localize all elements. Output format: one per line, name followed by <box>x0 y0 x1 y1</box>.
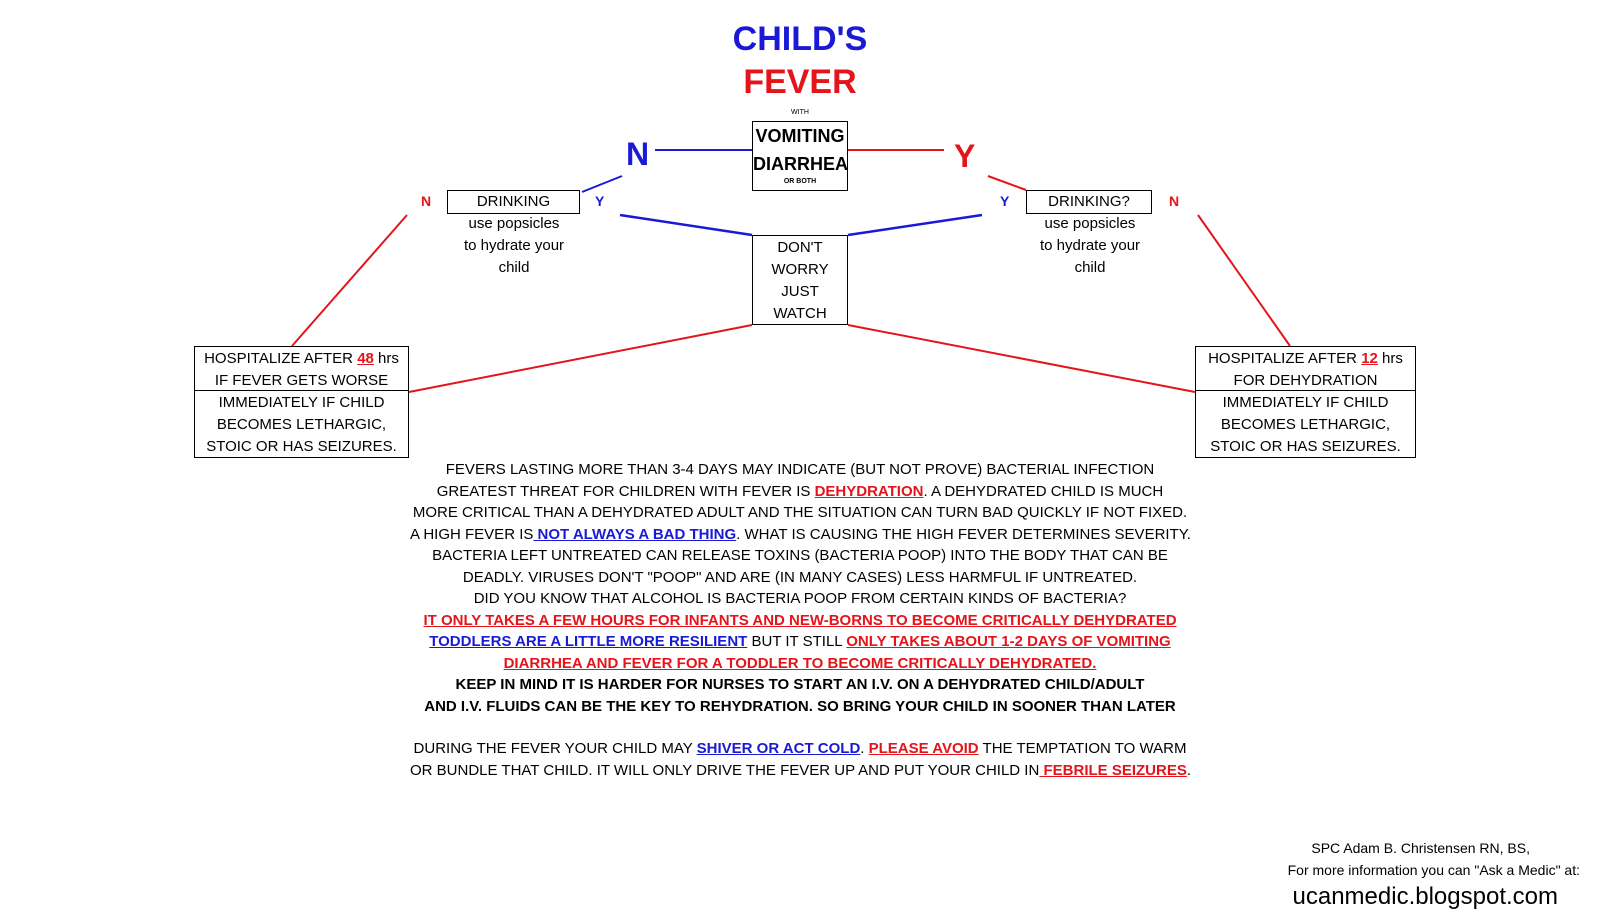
info-line-4-a: A HIGH FEVER IS <box>410 525 534 543</box>
right-drinking-no-label: N <box>1169 193 1180 209</box>
more-info-text: For more information you can "Ask a Medic" at: <box>1287 862 1580 878</box>
title-with-label: WITH <box>791 109 809 116</box>
info-line-14-a: OR BUNDLE THAT CHILD. IT WILL ONLY DRIVE THE FEVER UP AND PUT YOUR CHILD IN <box>410 761 1040 779</box>
footer <box>1160 837 1580 913</box>
left-popsicle-hint <box>434 213 594 279</box>
info-line-13-e: THE TEMPTATION TO WARM <box>978 740 1187 757</box>
left-hospitalize-box <box>194 346 409 458</box>
info-line-7: DID YOU KNOW THAT ALCOHOL IS BACTERIA POOP FROM CERTAIN KINDS OF BACTERIA? <box>473 590 1127 607</box>
right-hosp-suffix: hrs <box>1377 350 1403 367</box>
vomiting-days-highlight: ONLY TAKES ABOUT 1-2 DAYS OF VOMITING <box>846 633 1171 650</box>
info-paragraph <box>410 459 1190 781</box>
center-or-both: OR BOTH <box>783 178 817 185</box>
info-line-1: FEVERS LASTING MORE THAN 3-4 DAYS MAY INDICATE (BUT NOT PROVE) BACTERIAL INFECTION <box>445 461 1155 478</box>
right-hospitalize-after-line <box>1196 348 1415 370</box>
febrile-seizures-highlight: FEBRILE SEIZURES <box>1039 761 1187 779</box>
dehydration-highlight: DEHYDRATION <box>814 482 924 500</box>
info-line-4 <box>410 524 1190 546</box>
left-hosp-suffix: hrs <box>373 350 399 367</box>
info-spacer <box>410 717 1190 738</box>
info-line-2-a: GREATEST THREAT FOR CHILDREN WITH FEVER IS <box>436 482 815 500</box>
info-line-3: MORE CRITICAL THAN A DEHYDRATED ADULT AND THE SITUATION CAN TURN BAD QUICKLY IF NOT FIXED. <box>412 504 1188 521</box>
left-immediate-line-3: STOIC OR HAS SEIZURES. <box>206 437 397 455</box>
info-line-10: DIARRHEA AND FEVER FOR A TODDLER TO BECOME CRITICALLY DEHYDRATED. <box>503 654 1097 672</box>
left-hint-line-3: child <box>498 259 530 276</box>
toddlers-resilient-highlight: TODDLERS ARE A LITTLE MORE RESILIENT <box>429 633 748 650</box>
info-line-13-c: . <box>860 740 869 757</box>
dont-worry-line-4: WATCH <box>773 305 827 322</box>
not-always-bad-highlight: NOT ALWAYS A BAD THING <box>533 525 737 543</box>
author-credit: SPC Adam B. Christensen RN, BS, <box>1311 840 1530 856</box>
info-line-8: IT ONLY TAKES A FEW HOURS FOR INFANTS AND NEW-BORNS TO BECOME CRITICALLY DEHYDRATED <box>423 611 1177 629</box>
left-immediately-box <box>194 390 409 458</box>
info-line-13-a: DURING THE FEVER YOUR CHILD MAY <box>413 740 697 757</box>
left-no-to-hospital-line <box>292 215 407 346</box>
right-hint-line-1: use popsicles <box>1044 215 1136 232</box>
info-line-2 <box>410 481 1190 503</box>
left-hosp-condition: IF FEVER GETS WORSE <box>214 372 389 389</box>
watch-to-right-hospital-line <box>848 325 1195 392</box>
left-immediate-line-2: BECOMES LETHARGIC, <box>216 415 387 433</box>
title-line-2: FEVER <box>743 63 857 101</box>
left-hint-line-2: to hydrate your <box>463 237 565 254</box>
dont-worry-line-3: JUST <box>781 283 819 300</box>
center-line-1: VOMITING <box>755 126 845 146</box>
vomiting-diarrhea-box <box>752 121 848 191</box>
right-hospitalize-box <box>1195 346 1416 458</box>
left-hospitalize-top <box>194 346 409 391</box>
watch-to-left-hospital-line <box>409 325 752 392</box>
right-immediately-box <box>1195 390 1416 458</box>
left-drinking-yes-label: Y <box>595 193 605 209</box>
left-yes-to-watch-line <box>620 215 752 235</box>
please-avoid-highlight: PLEASE AVOID <box>868 740 979 757</box>
right-drinking-yes-label: Y <box>1000 193 1010 209</box>
info-line-9 <box>410 631 1190 653</box>
right-hint-line-3: child <box>1074 259 1106 276</box>
info-line-4-c: . WHAT IS CAUSING THE HIGH FEVER DETERMINES SEVERITY. <box>736 525 1191 543</box>
info-line-13 <box>410 738 1190 760</box>
title-line-1: CHILD'S <box>732 20 868 58</box>
dont-worry-box <box>752 235 848 325</box>
left-hosp-hours: 48 <box>357 350 374 367</box>
left-hint-line-1: use popsicles <box>468 215 560 232</box>
right-yes-to-watch-line <box>848 215 982 235</box>
right-hospitalize-top <box>1195 346 1416 391</box>
center-line-2: DIARRHEA <box>753 154 849 174</box>
right-immediate-line-3: STOIC OR HAS SEIZURES. <box>1210 437 1401 455</box>
info-line-6: DEADLY. VIRUSES DON'T "POOP" AND ARE (IN MANY CASES) LESS HARMFUL IF UNTREATED. <box>462 568 1138 586</box>
left-immediate-line-1: IMMEDIATELY IF CHILD <box>218 393 385 411</box>
info-line-11: KEEP IN MIND IT IS HARDER FOR NURSES TO START AN I.V. ON A DEHYDRATED CHILD/ADULT <box>455 676 1145 693</box>
shiver-highlight: SHIVER OR ACT COLD <box>696 740 861 757</box>
right-drinking-box: DRINKING? <box>1026 190 1152 214</box>
left-drinking-box: DRINKING <box>447 190 580 214</box>
left-hosp-prefix: HOSPITALIZE AFTER <box>204 350 358 367</box>
info-line-9-b: BUT IT STILL <box>747 633 847 650</box>
branch-no-label: N <box>626 136 650 172</box>
branch-yes-label: Y <box>954 138 976 174</box>
right-no-to-hospital-line <box>1198 215 1290 346</box>
left-drinking-no-label: N <box>421 193 432 209</box>
dont-worry-line-1: DON'T <box>777 239 823 256</box>
dont-worry-line-2: WORRY <box>771 261 829 278</box>
right-hint-line-2: to hydrate your <box>1039 237 1141 254</box>
info-line-14 <box>410 760 1190 782</box>
info-line-14-c: . <box>1186 761 1192 779</box>
right-hosp-condition: FOR DEHYDRATION <box>1233 372 1378 389</box>
no-to-drinking-line <box>582 176 622 192</box>
info-line-5: BACTERIA LEFT UNTREATED CAN RELEASE TOXINS (BACTERIA POOP) INTO THE BODY THAT CAN BE <box>432 547 1168 564</box>
right-immediate-line-2: BECOMES LETHARGIC, <box>1220 415 1391 433</box>
yes-to-drinking-line <box>988 176 1026 190</box>
info-line-12: AND I.V. FLUIDS CAN BE THE KEY TO REHYDRATION. SO BRING YOUR CHILD IN SOONER THAN LATER <box>424 697 1176 715</box>
right-hosp-prefix: HOSPITALIZE AFTER <box>1208 350 1362 367</box>
blog-url-link[interactable]: ucanmedic.blogspot.com <box>1292 883 1558 910</box>
right-popsicle-hint <box>1010 213 1170 279</box>
info-line-2-c: . A DEHYDRATED CHILD IS MUCH <box>923 482 1164 500</box>
right-immediate-line-1: IMMEDIATELY IF CHILD <box>1222 393 1389 411</box>
right-hosp-hours: 12 <box>1361 350 1378 367</box>
left-hospitalize-after-line <box>195 348 408 370</box>
